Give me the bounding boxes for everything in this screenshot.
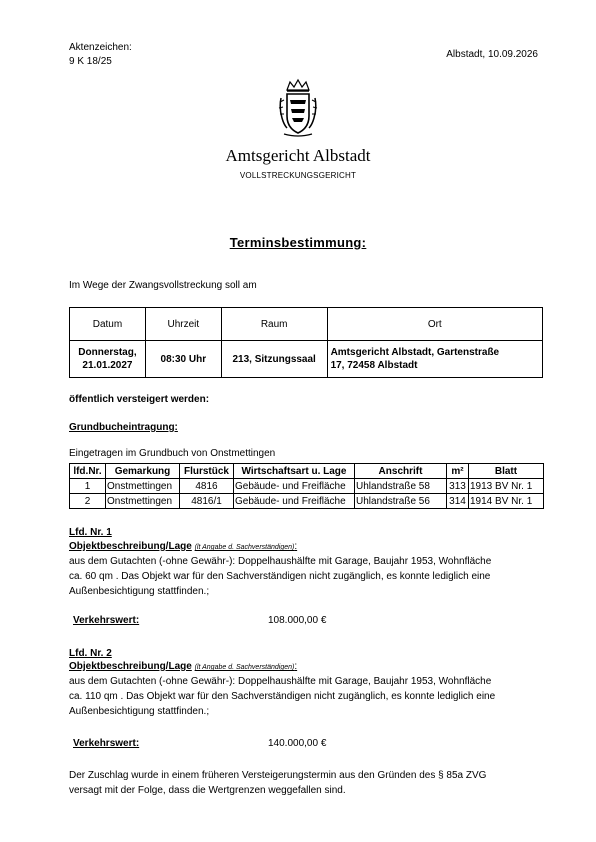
- object-2-lfd-label: Lfd. Nr. 2: [69, 648, 112, 659]
- table-cell: 4816: [180, 479, 234, 494]
- grundbuch-table: [69, 463, 544, 509]
- auction-text: öffentlich versteigert werden:: [69, 394, 210, 405]
- place-date: Albstadt, 10.09.2026: [446, 49, 538, 60]
- termin-header-cell: Uhrzeit: [145, 308, 221, 341]
- coat-of-arms-icon: [278, 78, 318, 140]
- object-2-beschreibung-heading: [69, 661, 297, 674]
- object-1-text-line: Außenbesichtigung stattfinden.;: [69, 586, 210, 597]
- grundbuch-header-cell: Blatt: [469, 464, 544, 479]
- termin-datum-cell: [70, 341, 146, 378]
- table-cell: Gebäude- und Freifläche: [234, 479, 355, 494]
- termin-table: [69, 307, 543, 378]
- table-cell: 314: [447, 494, 469, 509]
- termin-ort-line1: Amtsgericht Albstadt, Gartenstraße: [330, 347, 500, 358]
- termin-datum-line1: Donnerstag,: [78, 347, 137, 358]
- grundbuch-header-cell: Gemarkung: [106, 464, 180, 479]
- grundbuch-heading: Grundbucheintragung:: [69, 422, 178, 433]
- table-cell: Uhlandstraße 58: [355, 479, 447, 494]
- termin-ort-line2: 17, 72458 Albstadt: [330, 360, 418, 371]
- termin-header-cell: Ort: [327, 308, 542, 341]
- grundbuch-intro: Eingetragen im Grundbuch von Onstmettingen: [69, 448, 276, 459]
- aktenzeichen-value: 9 K 18/25: [69, 56, 112, 67]
- table-cell: 1: [70, 479, 106, 494]
- termin-ort-cell: [327, 341, 542, 378]
- grundbuch-header-cell: Flurstück: [180, 464, 234, 479]
- table-cell: 1914 BV Nr. 1: [469, 494, 544, 509]
- object-1-beschreibung-heading: [69, 541, 297, 554]
- table-cell: Gebäude- und Freifläche: [234, 494, 355, 509]
- object-2-beschreibung-label: Objektbeschreibung/Lage: [69, 661, 192, 672]
- object-2-verkehrswert-label: Verkehrswert:: [73, 738, 140, 749]
- object-1-verkehrswert-label: Verkehrswert:: [73, 615, 140, 626]
- intro-text: Im Wege der Zwangsvollstreckung soll am: [69, 280, 257, 291]
- object-1-beschreibung-note: (lt Angabe d. Sachverständigen): [194, 544, 295, 551]
- termin-datum-line2: 21.01.2027: [82, 360, 133, 371]
- grundbuch-header-cell: m²: [447, 464, 469, 479]
- aktenzeichen-label: Aktenzeichen:: [69, 42, 132, 53]
- table-cell: 2: [70, 494, 106, 509]
- termin-raum-cell: 213, Sitzungssaal: [221, 341, 327, 378]
- termin-value-row: [70, 341, 543, 378]
- table-cell: Onstmettingen: [106, 479, 180, 494]
- closing-text-line: Der Zuschlag wurde in einem früheren Versteigerungstermin aus den Gründen des § 85a ZVG: [69, 770, 487, 781]
- object-1-lfd-label: Lfd. Nr. 1: [69, 527, 112, 538]
- court-department: VOLLSTRECKUNGSGERICHT: [239, 171, 357, 180]
- grundbuch-header-cell: Anschrift: [355, 464, 447, 479]
- grundbuch-header-cell: lfd.Nr.: [70, 464, 106, 479]
- document-title: Terminsbestimmung:: [229, 235, 367, 250]
- termin-header-cell: Raum: [221, 308, 327, 341]
- object-1-beschreibung-colon: :: [294, 541, 298, 552]
- object-2-beschreibung-colon: :: [294, 661, 298, 672]
- table-cell: 313: [447, 479, 469, 494]
- object-1-text-line: ca. 60 qm . Das Objekt war für den Sachverständigen nicht zugänglich, es konnte lediglich eine: [69, 571, 491, 582]
- object-2-verkehrswert-value: 140.000,00 €: [268, 738, 327, 749]
- table-row: [70, 479, 544, 494]
- object-2-text-line: Außenbesichtigung stattfinden.;: [69, 706, 210, 717]
- termin-header-cell: Datum: [70, 308, 146, 341]
- object-2-text-line: ca. 110 qm . Das Objekt war für den Sachverständigen nicht zugänglich, es konnte lediglich eine: [69, 691, 496, 702]
- table-cell: Uhlandstraße 56: [355, 494, 447, 509]
- termin-header-row: [70, 308, 543, 341]
- court-name: Amtsgericht Albstadt: [225, 146, 371, 165]
- table-cell: 4816/1: [180, 494, 234, 509]
- table-cell: Onstmettingen: [106, 494, 180, 509]
- table-cell: 1913 BV Nr. 1: [469, 479, 544, 494]
- closing-text-line: versagt mit der Folge, dass die Wertgrenzen weggefallen sind.: [69, 785, 346, 796]
- object-1-text-line: aus dem Gutachten (-ohne Gewähr-): Doppelhaushälfte mit Garage, Baujahr 1953, Wohnfläche: [69, 556, 492, 567]
- object-2-text-line: aus dem Gutachten (-ohne Gewähr-): Doppelhaushälfte mit Garage, Baujahr 1953, Wohnfläche: [69, 676, 492, 687]
- table-row: [70, 494, 544, 509]
- object-1-verkehrswert-value: 108.000,00 €: [268, 615, 327, 626]
- grundbuch-header-cell: Wirtschaftsart u. Lage: [234, 464, 355, 479]
- grundbuch-header-row: [70, 464, 544, 479]
- object-1-beschreibung-label: Objektbeschreibung/Lage: [69, 541, 192, 552]
- termin-uhrzeit-cell: 08:30 Uhr: [145, 341, 221, 378]
- object-2-beschreibung-note: (lt Angabe d. Sachverständigen): [194, 664, 295, 671]
